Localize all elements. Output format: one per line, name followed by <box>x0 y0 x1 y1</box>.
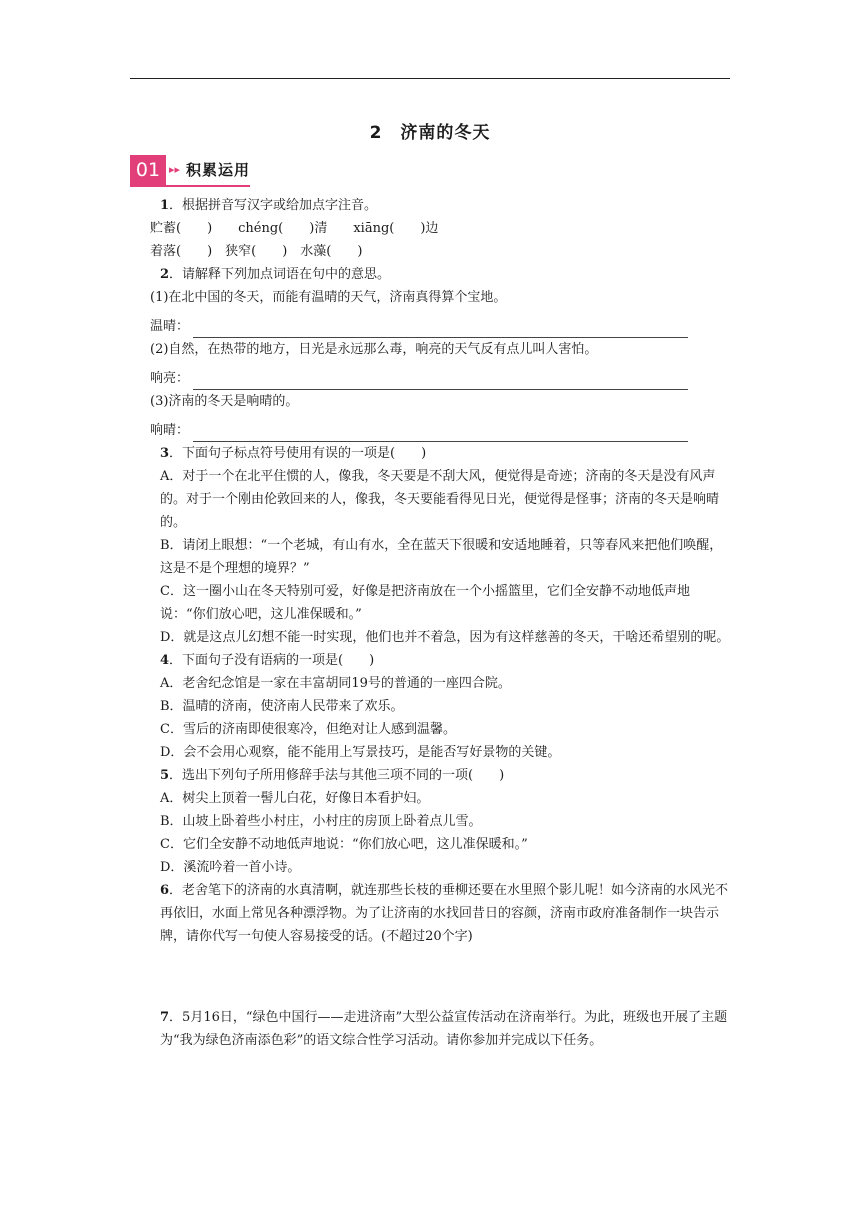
answer-blank[interactable] <box>193 322 688 338</box>
section-header <box>130 155 250 185</box>
question-stem: ．选出下列句子所用修辞手法与其他三项不同的一项( ) <box>169 768 505 783</box>
answer-blank[interactable] <box>193 426 688 442</box>
question-3 <box>130 442 730 465</box>
option-d: D．就是这点儿幻想不能一时实现，他们也并不着急，因为有这样慈善的冬天，干啥还希望别的呢。 <box>160 630 730 645</box>
question-2 <box>130 263 730 286</box>
answer-label: 响亮： <box>150 371 190 386</box>
option-a: A．老舍纪念馆是一家在丰富胡同19号的普通的一座四合院。 <box>160 676 511 691</box>
answer-label: 响晴： <box>150 423 190 438</box>
option-a: A．对于一个在北平住惯的人，像我，冬天要是不刮大风，便觉得是奇迹；济南的冬天是没有风声的。对于一个刚由伦敦回来的人，像我，冬天要能看得见日光，便觉得是怪事；济南的冬天是响晴的。 <box>160 469 720 530</box>
page-title: 2 济南的冬天 <box>369 123 491 143</box>
question-number: 3 <box>160 446 170 461</box>
sentence-1: (1)在北中国的冬天，而能有温晴的天气，济南真得算个宝地。 <box>150 290 507 305</box>
question-text: ．老舍笔下的济南的水真清啊，就连那些长枝的垂柳还要在水里照个影儿呢！如今济南的水风光不再依旧，水面上常见各种漂浮物。为了让济南的水找回昔日的容颜，济南市政府准备制作一块告示牌，请你代写一句使人容易接受的话。(不超过20个字) <box>160 883 729 944</box>
pinyin-line-1: 贮蓄( ) chéng( )清 xiāng( )边 <box>150 221 439 236</box>
exercise-content <box>130 194 730 1052</box>
question-number: 2 <box>160 267 170 282</box>
option-b: B．山坡上卧着些小村庄，小村庄的房顶上卧着点儿雪。 <box>160 814 482 829</box>
top-rule <box>130 78 730 79</box>
question-number: 5 <box>160 768 170 783</box>
question-stem: ．下面句子没有语病的一项是( ) <box>169 653 375 668</box>
option-b: B．温晴的济南，使济南人民带来了欢乐。 <box>160 699 404 714</box>
option-a: A．树尖上顶着一髻儿白花，好像日本看护妇。 <box>160 791 430 806</box>
sentence-3: (3)济南的冬天是响晴的。 <box>150 394 299 409</box>
question-1 <box>130 194 730 217</box>
option-d: D．会不会用心观察，能不能用上写景技巧，是能否写好景物的关键。 <box>160 745 561 760</box>
question-4 <box>130 649 730 672</box>
question-7 <box>130 1006 730 1052</box>
answer-label: 温晴： <box>150 319 190 334</box>
question-number: 7 <box>160 1010 170 1025</box>
option-d: D．溪流吟着一首小诗。 <box>160 860 301 875</box>
answer-line-2 <box>130 367 730 390</box>
question-text: ．5月16日，“绿色中国行——走进济南”大型公益宣传活动在济南举行。为此，班级也开展了主题为“我为绿色济南添色彩”的语文综合性学习活动。请你参加并完成以下任务。 <box>160 1010 728 1048</box>
option-b: B．请闭上眼想：“一个老城，有山有水，全在蓝天下很暖和安适地睡着，只等春风来把他们唤醒，这是不是个理想的境界？” <box>160 538 723 576</box>
question-6 <box>130 879 730 948</box>
question-stem: ．下面句子标点符号使用有误的一项是( ) <box>169 446 427 461</box>
question-number: 1 <box>160 198 170 213</box>
option-c: C．它们全安静不动地低声地说：“你们放心吧，这儿准保暖和。” <box>160 837 528 852</box>
question-number: 4 <box>160 653 170 668</box>
section-underline <box>130 185 250 187</box>
section-number: 01 <box>130 155 166 185</box>
option-c: C．这一圈小山在冬天特别可爱，好像是把济南放在一个小摇篮里，它们全安静不动地低声地说：“你们放心吧，这儿准保暖和。” <box>160 584 690 622</box>
question-stem: ．根据拼音写汉字或给加点字注音。 <box>169 198 378 213</box>
section-label: 积累运用 <box>186 161 251 179</box>
question-5 <box>130 764 730 787</box>
answer-blank[interactable] <box>193 374 688 390</box>
pinyin-line-2: 着落( ) 狭窄( ) 水藻( ) <box>150 244 363 259</box>
answer-space <box>130 948 730 1006</box>
answer-line-3 <box>130 419 730 442</box>
sentence-2: (2)自然，在热带的地方，日光是永远那么毒，响亮的天气反有点儿叫人害怕。 <box>150 342 598 357</box>
double-arrow-icon: ▸▸ <box>169 163 181 176</box>
option-c: C．雪后的济南即使很寒冷，但绝对让人感到温馨。 <box>160 722 456 737</box>
answer-line-1 <box>130 315 730 338</box>
question-number: 6 <box>160 883 170 898</box>
question-stem: ．请解释下列加点词语在句中的意思。 <box>169 267 391 282</box>
